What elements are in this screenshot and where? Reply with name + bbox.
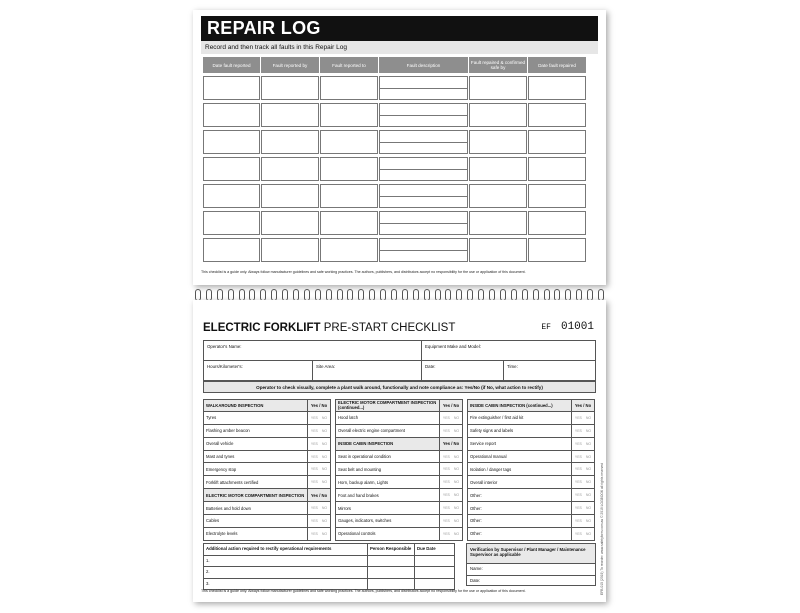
- yes-option[interactable]: YES: [310, 531, 318, 536]
- checklist-item-row: [467, 463, 595, 476]
- action-table: [203, 543, 455, 590]
- repair-log-cell[interactable]: [261, 130, 319, 154]
- repair-log-cell[interactable]: [203, 211, 260, 235]
- yes-no-checkbox[interactable]: [308, 463, 330, 475]
- checklist-item-label: Foot and hand brakes: [336, 489, 440, 501]
- person-responsible-cell[interactable]: [368, 556, 415, 567]
- checklist-item-row: [467, 489, 595, 502]
- repair-log-cell[interactable]: [320, 211, 378, 235]
- yes-option[interactable]: YES: [442, 531, 450, 536]
- yes-no-checkbox[interactable]: [440, 489, 462, 501]
- checklist-item-row: [467, 515, 595, 528]
- repair-log-row: [203, 211, 596, 235]
- checklist-item-row: [203, 502, 331, 515]
- checklist-item-label: Other:: [468, 502, 572, 514]
- checklist-item-row: [467, 438, 595, 451]
- checklist-item-row: [203, 412, 331, 425]
- operator-name-field[interactable]: Operator's Name:: [204, 341, 422, 360]
- due-date-cell[interactable]: [415, 556, 454, 567]
- side-reorder-text: EFB-015 (2019) To reorder: www.safetyform.com.au © 2019 LOGBOOK all rights reserved: [600, 462, 604, 595]
- yes-option[interactable]: YES: [574, 415, 582, 420]
- checklist-item-row: [467, 412, 595, 425]
- yes-no-header: Yes / No: [572, 400, 594, 411]
- checklist-item-row: [335, 515, 463, 528]
- verification-header: Verification by Supervisor / Plant Manager / Maintenance Supervisor as applicable: [467, 544, 595, 564]
- repair-log-cell[interactable]: [320, 184, 378, 208]
- checklist-sheet: [193, 300, 606, 602]
- yes-option[interactable]: YES: [442, 493, 450, 498]
- yes-no-checkbox[interactable]: [572, 438, 594, 450]
- repair-log-disclaimer: This checklist is a guide only. Always follow manufacturer guidelines and safe working practices. The authors, publishers, and distributors accept no responsibility for the use or application of this document.: [201, 270, 526, 274]
- yes-option[interactable]: YES: [442, 415, 450, 420]
- checklist-column-2: [335, 399, 463, 541]
- yes-option[interactable]: YES: [310, 506, 318, 511]
- repair-log-cell[interactable]: [469, 238, 527, 262]
- checklist-item-label: WALKAROUND INSPECTION: [204, 400, 308, 411]
- repair-log-row: [203, 184, 596, 208]
- checklist-item-label: Other:: [468, 489, 572, 501]
- repair-log-sheet: [193, 10, 606, 285]
- checklist-item-label: Overall interior: [468, 476, 572, 488]
- yes-no-checkbox[interactable]: [572, 412, 594, 424]
- repair-log-cell[interactable]: [320, 103, 378, 127]
- repair-log-cell[interactable]: [469, 211, 527, 235]
- repair-log-cell[interactable]: [261, 184, 319, 208]
- yes-no-checkbox[interactable]: [440, 425, 462, 437]
- action-row: [204, 555, 454, 567]
- repair-log-cell[interactable]: [203, 76, 260, 100]
- yes-no-header: Yes / No: [440, 400, 462, 411]
- checklist-item-label: Batteries and hold down: [204, 502, 308, 514]
- repair-column-header: Fault repaired & confirmed safe by: [469, 57, 527, 73]
- no-option[interactable]: NO: [585, 467, 592, 472]
- checklist-item-row: [335, 476, 463, 489]
- checklist-item-label: Overall vehicle: [204, 438, 308, 450]
- fault-description-cell[interactable]: [379, 103, 468, 127]
- yes-no-checkbox[interactable]: [308, 451, 330, 463]
- checklist-item-row: [203, 515, 331, 528]
- yes-no-checkbox[interactable]: [308, 515, 330, 527]
- checklist-item-label: Horn, backup alarm, Lights: [336, 476, 440, 488]
- no-option[interactable]: NO: [453, 518, 460, 523]
- checklist-item-row: [335, 451, 463, 464]
- due-date-cell[interactable]: [415, 579, 454, 590]
- checklist-item-row: [203, 425, 331, 438]
- checklist-column-3: [467, 399, 595, 541]
- checklist-item-label: Other:: [468, 528, 572, 540]
- repair-log-cell[interactable]: [320, 130, 378, 154]
- repair-log-cell[interactable]: [261, 103, 319, 127]
- yes-no-checkbox[interactable]: [440, 463, 462, 475]
- fault-description-cell[interactable]: [379, 157, 468, 181]
- repair-log-cell[interactable]: [320, 76, 378, 100]
- checklist-item-label: Seat in operational condition: [336, 451, 440, 463]
- section-header-row: [203, 489, 331, 502]
- time-field[interactable]: Time:: [507, 364, 518, 369]
- checklist-item-label: Isolation / danger tags: [468, 463, 572, 475]
- yes-option[interactable]: YES: [442, 428, 450, 433]
- yes-no-checkbox[interactable]: [572, 502, 594, 514]
- checklist-item-label: Forklift attachments certified: [204, 476, 308, 488]
- yes-option[interactable]: YES: [574, 506, 582, 511]
- checklist-item-row: [467, 528, 595, 541]
- no-option[interactable]: NO: [453, 531, 460, 536]
- fault-description-cell[interactable]: [379, 184, 468, 208]
- repair-log-title: REPAIR LOG: [201, 16, 598, 41]
- yes-no-header: Yes / No: [440, 438, 462, 450]
- yes-no-checkbox[interactable]: [308, 502, 330, 514]
- repair-log-cell[interactable]: [261, 238, 319, 262]
- repair-log-subtitle: Record and then track all faults in this Repair Log: [201, 41, 598, 54]
- no-option[interactable]: NO: [585, 531, 592, 536]
- repair-log-cell[interactable]: [261, 157, 319, 181]
- person-responsible-cell[interactable]: [368, 567, 415, 578]
- no-option[interactable]: NO: [321, 506, 328, 511]
- checklist-item-label: Mast and tynes: [204, 451, 308, 463]
- verification-date-field[interactable]: Date:: [467, 575, 595, 586]
- yes-no-checkbox[interactable]: [308, 438, 330, 450]
- yes-option[interactable]: YES: [442, 506, 450, 511]
- checklist-item-label: Operational controls: [336, 528, 440, 540]
- repair-log-cell[interactable]: [469, 157, 527, 181]
- repair-log-cell[interactable]: [203, 184, 260, 208]
- checklist-disclaimer: This checklist is a guide only. Always follow manufacturer guidelines and safe working practices. The authors, publishers, and distributors accept no responsibility for the use or application of this document.: [201, 589, 526, 593]
- yes-option[interactable]: YES: [574, 531, 582, 536]
- repair-log-row: [203, 238, 596, 262]
- repair-log-cell[interactable]: [469, 130, 527, 154]
- yes-option[interactable]: YES: [310, 441, 318, 446]
- repair-column-header: Fault reported to: [320, 57, 378, 73]
- checklist-item-label: Operational manual: [468, 451, 572, 463]
- repair-column-header: Fault description: [379, 57, 468, 73]
- no-option[interactable]: NO: [321, 454, 328, 459]
- yes-no-checkbox[interactable]: [440, 528, 462, 540]
- no-option[interactable]: NO: [321, 531, 328, 536]
- no-option[interactable]: NO: [585, 441, 592, 446]
- checklist-item-row: [203, 476, 331, 489]
- checklist-item-label: ELECTRIC MOTOR COMPARTMENT INSPECTION: [204, 489, 308, 501]
- repair-column-header: Date fault repaired: [528, 57, 586, 73]
- repair-log-cell[interactable]: [528, 157, 586, 181]
- yes-no-checkbox[interactable]: [440, 412, 462, 424]
- checklist-item-label: Tyres: [204, 412, 308, 424]
- checklist-item-row: [335, 425, 463, 438]
- no-option[interactable]: NO: [453, 454, 460, 459]
- fault-description-cell[interactable]: [379, 211, 468, 235]
- repair-log-cell[interactable]: [320, 157, 378, 181]
- person-responsible-cell[interactable]: [368, 579, 415, 590]
- fault-description-cell[interactable]: [379, 238, 468, 262]
- yes-no-checkbox[interactable]: [572, 425, 594, 437]
- yes-option[interactable]: YES: [310, 480, 318, 485]
- checklist-item-label: Fire extinguisher / first aid kit: [468, 412, 572, 424]
- section-header-row: [203, 399, 331, 412]
- checklist-title-bold: ELECTRIC FORKLIFT: [203, 322, 321, 334]
- repair-log-row: [203, 157, 596, 181]
- yes-no-checkbox[interactable]: [440, 476, 462, 488]
- no-option[interactable]: NO: [585, 428, 592, 433]
- checklist-item-label: Service report: [468, 438, 572, 450]
- yes-no-checkbox[interactable]: [572, 451, 594, 463]
- action-row: [204, 566, 454, 578]
- yes-no-header: Yes / No: [308, 400, 330, 411]
- checklist-item-row: [203, 438, 331, 451]
- instruction-note: Operator to check visually, complete a plant walk around, functionally and note compliance as: Yes/No (if No, what action to rectify): [203, 381, 596, 393]
- checklist-item-label: Other:: [468, 515, 572, 527]
- person-header: Person Responsible: [368, 544, 415, 555]
- yes-option[interactable]: YES: [442, 467, 450, 472]
- equipment-field[interactable]: Equipment Make and Model:: [425, 344, 481, 349]
- checklist-item-label: Gauges, indicators, switches: [336, 515, 440, 527]
- checklist-item-label: Overall electric engine compartment: [336, 425, 440, 437]
- repair-log-row: [203, 76, 596, 100]
- action-header: Additional action required to rectify operational requirements: [204, 544, 368, 555]
- checklist-item-row: [203, 463, 331, 476]
- action-number[interactable]: 3.: [204, 579, 368, 590]
- yes-option[interactable]: YES: [442, 454, 450, 459]
- date-field[interactable]: Date:: [422, 361, 504, 380]
- no-option[interactable]: NO: [585, 454, 592, 459]
- yes-no-checkbox[interactable]: [572, 476, 594, 488]
- checklist-item-label: Cables: [204, 515, 308, 527]
- checklist-item-label: Flashing amber beacon: [204, 425, 308, 437]
- yes-option[interactable]: YES: [442, 480, 450, 485]
- yes-no-checkbox[interactable]: [308, 412, 330, 424]
- checklist-item-row: [467, 425, 595, 438]
- repair-log-cell[interactable]: [528, 211, 586, 235]
- due-date-cell[interactable]: [415, 567, 454, 578]
- yes-no-checkbox[interactable]: [572, 463, 594, 475]
- yes-option[interactable]: YES: [574, 467, 582, 472]
- repair-log-cell[interactable]: [203, 238, 260, 262]
- due-header: Due Date: [417, 546, 436, 551]
- no-option[interactable]: NO: [321, 518, 328, 523]
- section-header-row: [335, 399, 463, 412]
- repair-log-cell[interactable]: [469, 103, 527, 127]
- repair-log-cell[interactable]: [203, 130, 260, 154]
- yes-no-checkbox[interactable]: [440, 451, 462, 463]
- action-row: [204, 578, 454, 590]
- serial-value: 01001: [560, 321, 594, 333]
- repair-log-cell[interactable]: [320, 238, 378, 262]
- no-option[interactable]: NO: [321, 428, 328, 433]
- no-option[interactable]: NO: [453, 415, 460, 420]
- checklist-item-row: [335, 502, 463, 515]
- repair-log-cell[interactable]: [528, 238, 586, 262]
- yes-option[interactable]: YES: [310, 518, 318, 523]
- checklist-item-label: ELECTRIC MOTOR COMPARTMENT INSPECTION (continued...): [336, 400, 440, 411]
- repair-log-cell[interactable]: [528, 76, 586, 100]
- yes-option[interactable]: YES: [310, 428, 318, 433]
- action-number[interactable]: 2.: [204, 567, 368, 578]
- yes-option[interactable]: YES: [574, 441, 582, 446]
- no-option[interactable]: NO: [453, 480, 460, 485]
- repair-log-row: [203, 103, 596, 127]
- yes-option[interactable]: YES: [574, 454, 582, 459]
- fault-description-cell[interactable]: [379, 76, 468, 100]
- checklist-item-row: [335, 528, 463, 541]
- checklist-item-row: [467, 502, 595, 515]
- checklist-item-row: [203, 451, 331, 464]
- yes-option[interactable]: YES: [310, 415, 318, 420]
- repair-log-cell[interactable]: [469, 184, 527, 208]
- yes-no-checkbox[interactable]: [308, 425, 330, 437]
- repair-log-cell[interactable]: [528, 184, 586, 208]
- repair-log-cell[interactable]: [203, 103, 260, 127]
- checklist-item-label: Electrolyte levels: [204, 528, 308, 540]
- yes-no-checkbox[interactable]: [308, 476, 330, 488]
- repair-log-table: [203, 57, 596, 262]
- no-option[interactable]: NO: [321, 415, 328, 420]
- repair-log-header-row: [203, 57, 596, 73]
- checklist-item-row: [467, 476, 595, 489]
- checklist-column-1: [203, 399, 331, 541]
- no-option[interactable]: NO: [453, 506, 460, 511]
- repair-log-row: [203, 130, 596, 154]
- no-option[interactable]: NO: [321, 441, 328, 446]
- checklist-item-label: Mirrors: [336, 502, 440, 514]
- verification-name-field[interactable]: Name:: [470, 566, 483, 571]
- checklist-item-label: Emergency stop: [204, 463, 308, 475]
- yes-no-checkbox[interactable]: [572, 489, 594, 501]
- no-option[interactable]: NO: [453, 428, 460, 433]
- checklist-item-label: INSIDE CABIN INSPECTION (continued...): [468, 400, 572, 411]
- yes-no-checkbox[interactable]: [440, 502, 462, 514]
- checklist-title: [203, 322, 455, 334]
- checklist-item-row: [335, 412, 463, 425]
- no-option[interactable]: NO: [585, 518, 592, 523]
- operator-info-block: [203, 340, 596, 381]
- no-option[interactable]: NO: [585, 415, 592, 420]
- yes-option[interactable]: YES: [310, 467, 318, 472]
- checklist-item-row: [335, 463, 463, 476]
- yes-no-checkbox[interactable]: [572, 528, 594, 540]
- checklist-item-label: INSIDE CABIN INSPECTION: [336, 438, 440, 450]
- no-option[interactable]: NO: [321, 467, 328, 472]
- section-header-row: [335, 438, 463, 451]
- hours-field[interactable]: Hours/Kilometer's:: [204, 361, 313, 380]
- checklist-title-light: PRE-START CHECKLIST: [320, 322, 456, 334]
- repair-log-cell[interactable]: [203, 157, 260, 181]
- checklist-item-label: Safety signs and labels: [468, 425, 572, 437]
- no-option[interactable]: NO: [453, 467, 460, 472]
- site-area-field[interactable]: Site Area:: [313, 361, 422, 380]
- section-header-row: [467, 399, 595, 412]
- fault-description-cell[interactable]: [379, 130, 468, 154]
- yes-option[interactable]: YES: [310, 454, 318, 459]
- repair-log-cell[interactable]: [528, 103, 586, 127]
- serial-prefix: EF: [541, 323, 551, 332]
- repair-log-cell[interactable]: [469, 76, 527, 100]
- repair-column-header: Fault reported by: [261, 57, 319, 73]
- yes-no-checkbox[interactable]: [572, 515, 594, 527]
- repair-column-header: Date fault reported: [203, 57, 260, 73]
- no-option[interactable]: NO: [585, 480, 592, 485]
- checklist-item-label: Seat belt and mounting: [336, 463, 440, 475]
- repair-log-cell[interactable]: [528, 130, 586, 154]
- serial-number: [541, 321, 594, 333]
- no-option[interactable]: NO: [585, 493, 592, 498]
- yes-option[interactable]: YES: [574, 518, 582, 523]
- yes-no-checkbox[interactable]: [308, 528, 330, 540]
- no-option[interactable]: NO: [453, 493, 460, 498]
- yes-no-checkbox[interactable]: [440, 515, 462, 527]
- yes-option[interactable]: YES: [442, 518, 450, 523]
- yes-no-header: Yes / No: [308, 489, 330, 501]
- checklist-item-label: Hood latch: [336, 412, 440, 424]
- repair-log-cell[interactable]: [261, 211, 319, 235]
- yes-option[interactable]: YES: [574, 493, 582, 498]
- no-option[interactable]: NO: [585, 506, 592, 511]
- checklist-item-row: [467, 451, 595, 464]
- repair-log-cell[interactable]: [261, 76, 319, 100]
- yes-option[interactable]: YES: [574, 480, 582, 485]
- action-number[interactable]: 1.: [204, 556, 368, 567]
- verification-block: [466, 543, 596, 586]
- checklist-item-row: [203, 528, 331, 541]
- yes-option[interactable]: YES: [574, 428, 582, 433]
- no-option[interactable]: NO: [321, 480, 328, 485]
- checklist-item-row: [335, 489, 463, 502]
